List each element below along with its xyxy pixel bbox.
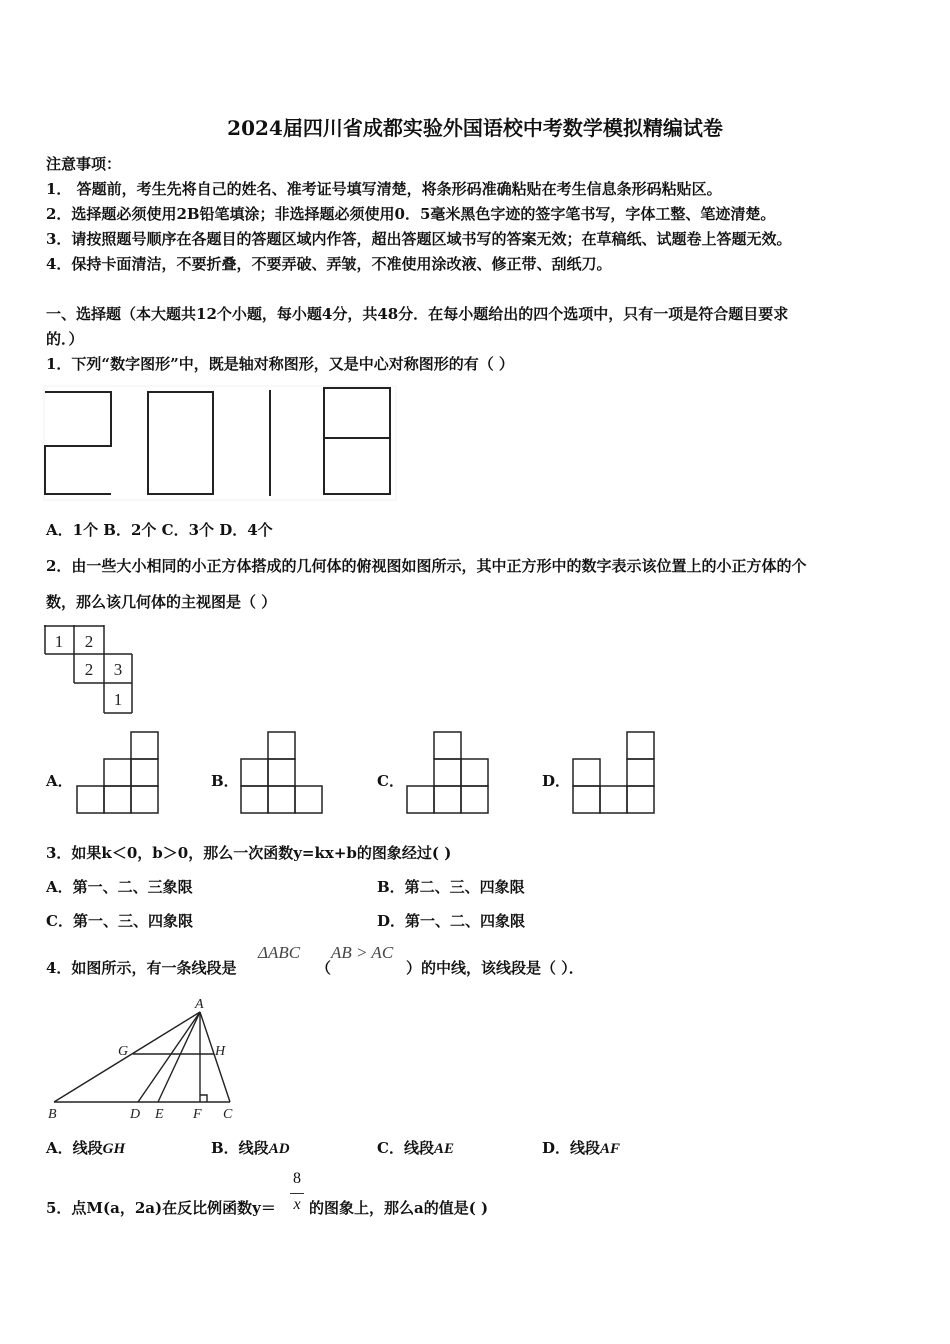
section-heading-cont: 的．） [46,330,84,348]
q4-stem-post: ）的中线，该线段是（ ）． [406,959,584,977]
notice-item: 2．选择题必须使用2B铅笔填涂；非选择题必须使用0．5毫米黑色字迹的签字笔书写，字体工整、笔迹清楚。 [46,205,776,223]
figure-label: E [155,1107,164,1122]
q4-option-a: A．线段GH [46,1139,126,1157]
notice-heading: 注意事项： [46,155,122,173]
q4-triangle: ΔABC [258,943,301,962]
q1-options: A．1个 B．2个 C．3个 D．4个 [46,521,273,539]
page-title: 2024届四川省成都实验外国语校中考数学模拟精编试卷 [227,116,723,140]
figure-label: C [223,1107,233,1122]
q4-stem-pre: 4．如图所示，有一条线段是 [46,959,237,977]
figure-label: A [195,997,204,1012]
q1-digit-figure [44,386,396,500]
figure-label: F [193,1107,202,1122]
q2-option-b-figure [241,731,325,815]
q4-option-c: C．线段AE [377,1139,454,1157]
section-heading: 一、选择题（本大题共12个小题，每小题4分，共48分．在每小题给出的四个选项中，只有一项是符合题目要求 [46,305,789,323]
q3-option-c: C．第一、三、四象限 [46,912,193,930]
q4-option-d: D．线段AF [542,1139,621,1157]
q3-stem: 3．如果k＜0，b＞0，那么一次函数y=kx+b的图象经过( ) [46,844,452,862]
grid-number: 1 [113,690,123,709]
q4-option-b: B．线段AD [211,1139,290,1157]
q2-option-d-figure [573,731,657,815]
q4-paren-open: （ [316,959,332,977]
q5-fraction-denominator: x [293,1196,301,1213]
q5-fraction-bar [290,1193,304,1194]
q3-option-d: D．第一、二、四象限 [377,912,526,930]
figure-label: H [215,1044,226,1059]
figure-label: B [48,1107,57,1122]
q1-stem: 1．下列“数字图形”中，既是轴对称图形，又是中心对称图形的有（ ） [46,355,514,373]
q2-stem: 2．由一些大小相同的小正方体搭成的几何体的俯视图如图所示，其中正方形中的数字表示该位置上的小正方体的个 [46,557,807,575]
q2-option-a-label: A． [46,772,73,790]
q3-option-a: A．第一、二、三象限 [46,878,193,896]
notice-item: 3．请按照题号顺序在各题目的答题区域内作答，超出答题区域书写的答案无效；在草稿纸、试题卷上答题无效。 [46,230,792,248]
q2-option-c-label: C． [377,772,404,790]
figure-label: D [130,1107,141,1122]
q2-stem-cont: 数，那么该几何体的主视图是（ ） [46,593,277,611]
grid-number: 1 [54,632,64,651]
q5-stem-pre: 5．点M(a，2a)在反比例函数y＝ [46,1199,276,1217]
q2-option-d-label: D． [542,772,571,790]
q2-top-view-grid [44,625,134,715]
q5-stem-post: 的图象上，那么a的值是( ) [309,1199,489,1217]
figure-label: G [118,1044,129,1059]
grid-number: 2 [84,660,94,679]
q4-condition: AB > AC [331,943,394,962]
grid-number: 3 [113,660,123,679]
grid-number: 2 [84,632,94,651]
q2-option-b-label: B． [211,772,239,790]
q2-option-a-figure [77,731,161,815]
notice-item: 1． 答题前，考生先将自己的姓名、准考证号填写清楚，将条形码准确粘贴在考生信息条形码粘贴区。 [46,180,722,198]
q5-fraction-numerator: 8 [293,1170,301,1187]
notice-item: 4．保持卡面清洁，不要折叠，不要弄破、弄皱，不准使用涂改液、修正带、刮纸刀。 [46,255,612,273]
q3-option-b: B．第二、三、四象限 [377,878,525,896]
q2-option-c-figure [407,731,491,815]
q4-triangle-figure [46,996,246,1124]
